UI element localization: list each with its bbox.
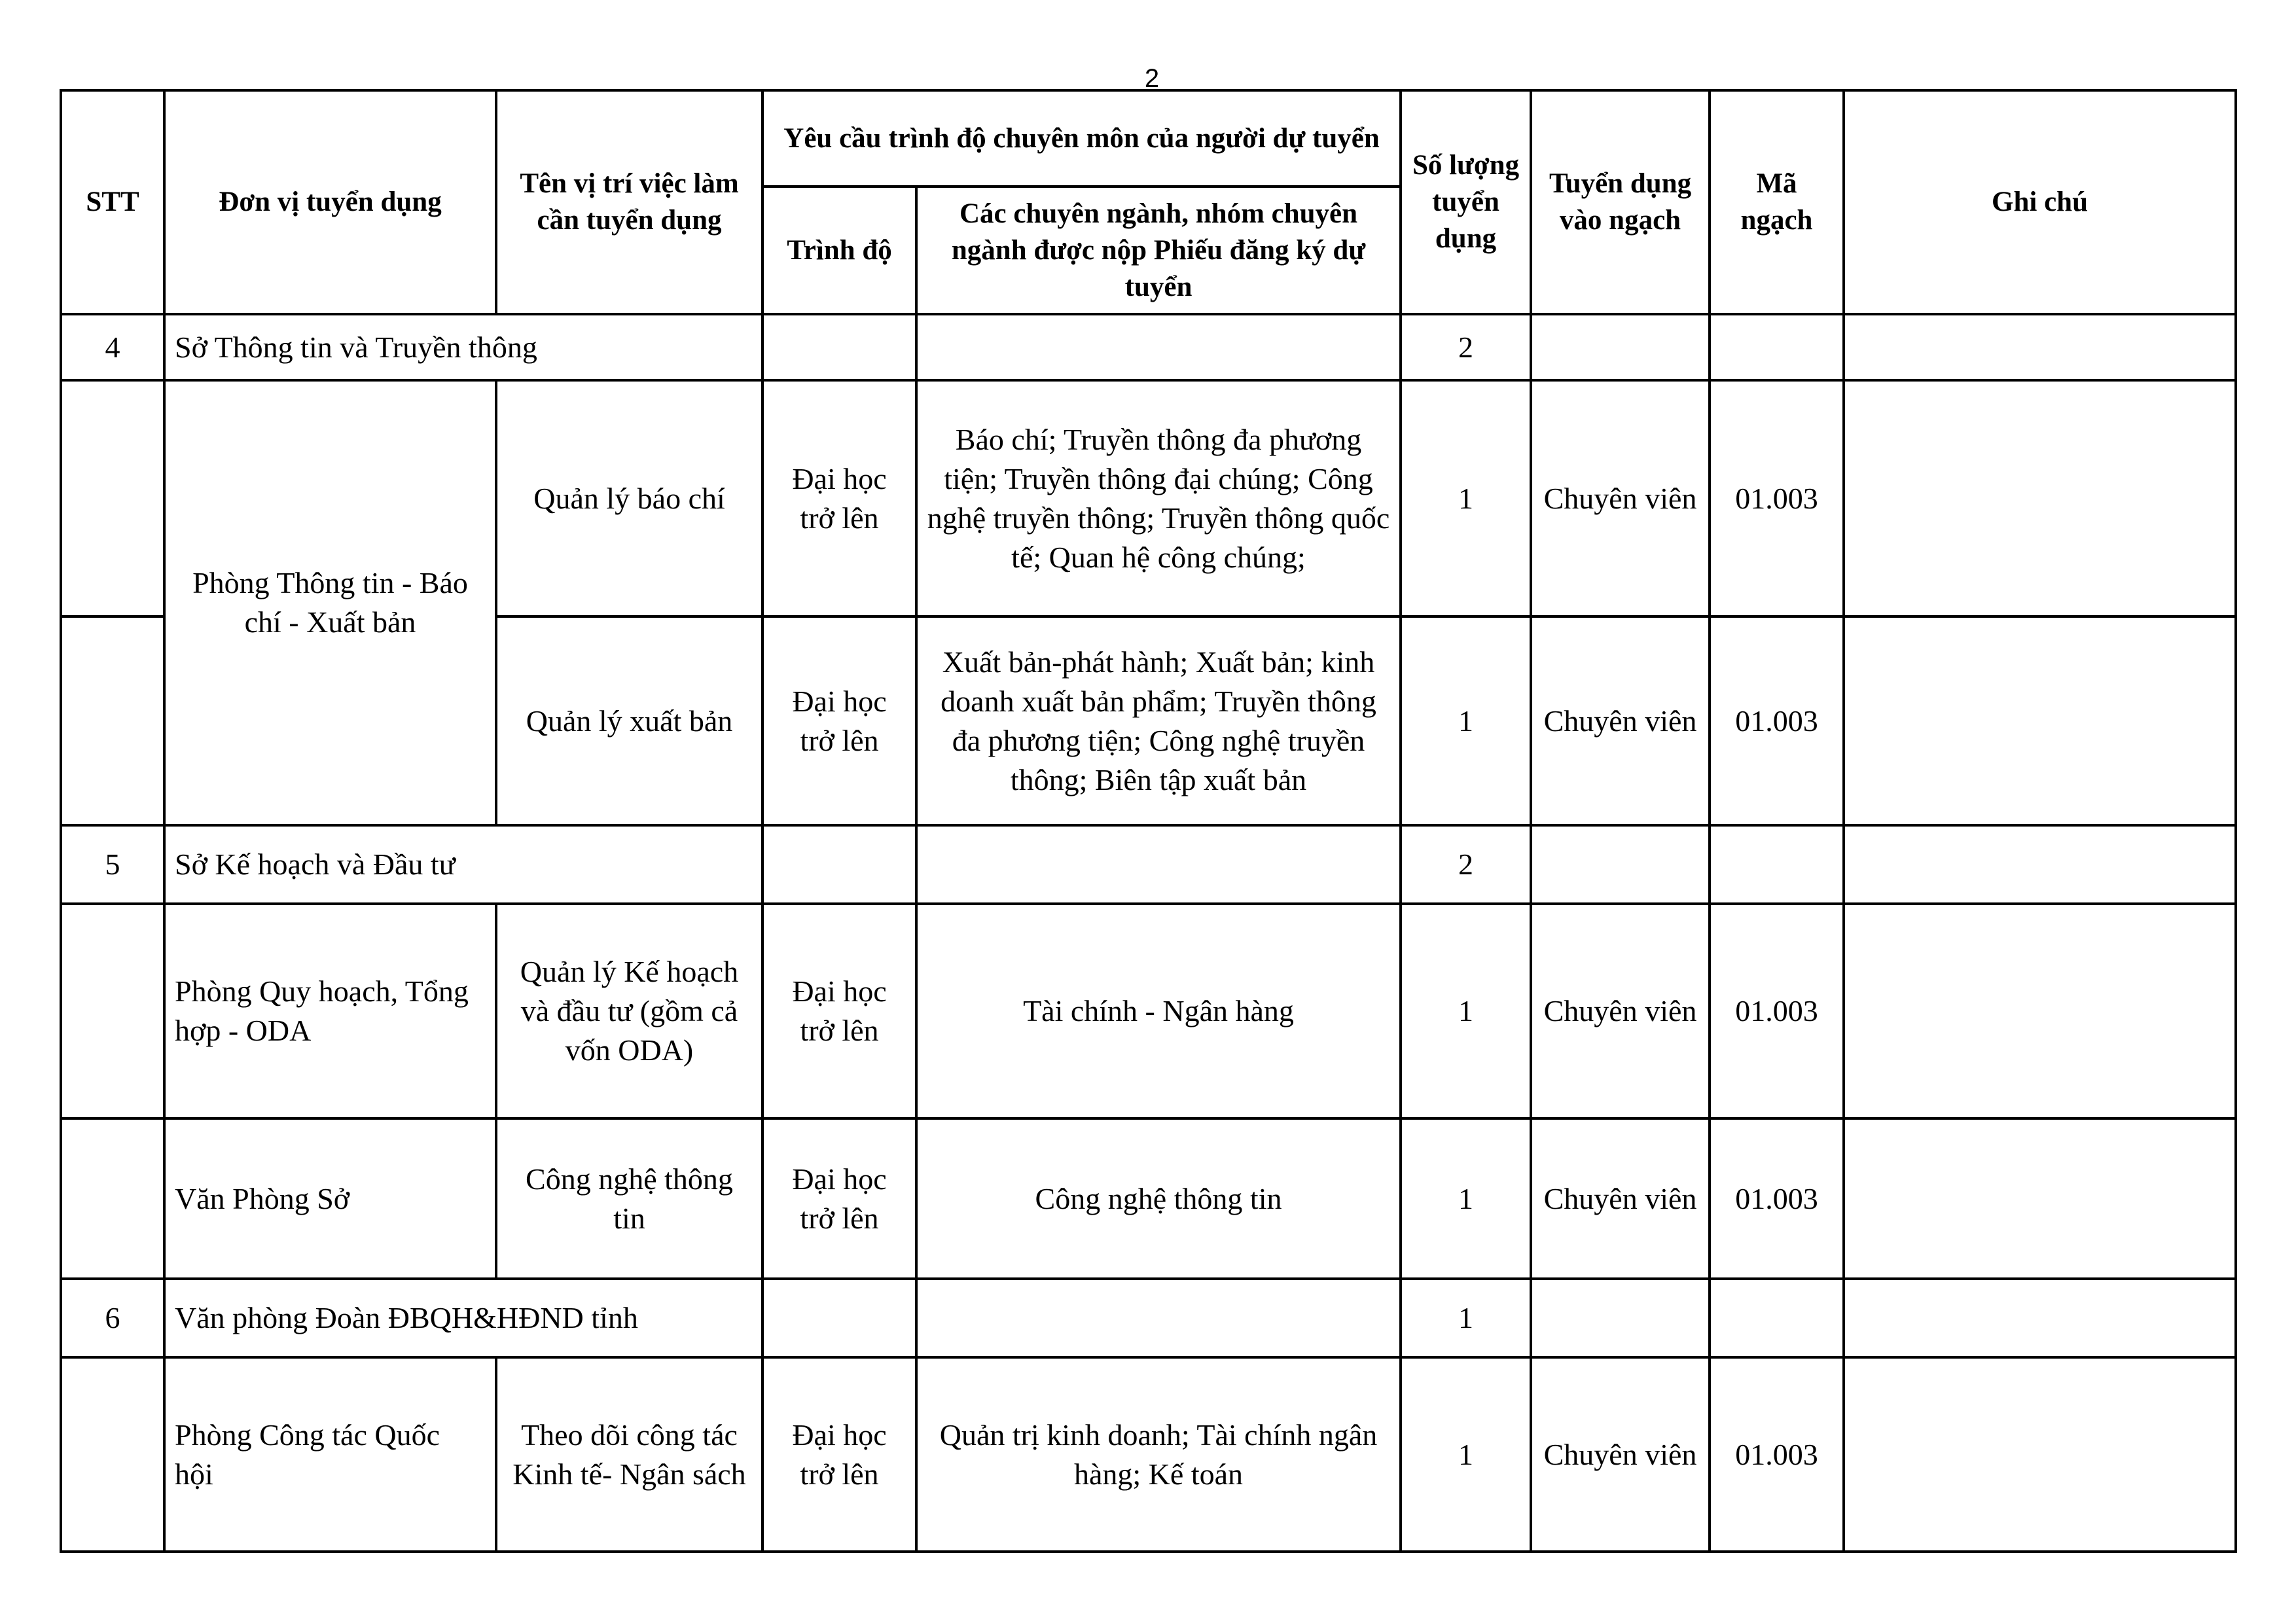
group-row <box>61 1279 2236 1357</box>
empty-cell <box>762 1279 916 1357</box>
row-grade: Chuyên viên <box>1531 1357 1710 1552</box>
group-total: 2 <box>1401 825 1531 904</box>
row-majors: Quản trị kinh doanh; Tài chính ngân hàng; Kế toán <box>916 1357 1401 1552</box>
row-grade: Chuyên viên <box>1531 904 1710 1118</box>
row-stt <box>61 616 164 825</box>
empty-cell <box>916 1279 1401 1357</box>
table-row <box>61 904 2236 1118</box>
row-stt <box>61 1357 164 1552</box>
group-row <box>61 314 2236 380</box>
group-name: Sở Thông tin và Truyền thông <box>164 314 762 380</box>
row-grade: Chuyên viên <box>1531 1118 1710 1279</box>
row-code: 01.003 <box>1710 616 1844 825</box>
table-row <box>61 1118 2236 1279</box>
row-majors: Tài chính - Ngân hàng <box>916 904 1401 1118</box>
row-unit: Phòng Công tác Quốc hội <box>164 1357 496 1552</box>
row-note <box>1844 904 2236 1118</box>
row-quantity: 1 <box>1401 904 1531 1118</box>
group-name: Sở Kế hoạch và Đầu tư <box>164 825 762 904</box>
group-stt: 6 <box>61 1279 164 1357</box>
row-quantity: 1 <box>1401 616 1531 825</box>
row-level: Đại học trở lên <box>762 380 916 616</box>
row-stt <box>61 1118 164 1279</box>
row-note <box>1844 616 2236 825</box>
empty-cell <box>1531 825 1710 904</box>
empty-cell <box>1710 825 1844 904</box>
row-position: Quản lý báo chí <box>496 380 762 616</box>
empty-cell <box>916 825 1401 904</box>
row-position: Quản lý Kế hoạch và đầu tư (gồm cả vốn ODA) <box>496 904 762 1118</box>
group-total: 2 <box>1401 314 1531 380</box>
row-note <box>1844 1357 2236 1552</box>
row-level: Đại học trở lên <box>762 1118 916 1279</box>
row-code: 01.003 <box>1710 1118 1844 1279</box>
header-level: Trình độ <box>762 187 916 314</box>
row-quantity: 1 <box>1401 380 1531 616</box>
table-row <box>61 1357 2236 1552</box>
empty-cell <box>1710 314 1844 380</box>
group-row <box>61 825 2236 904</box>
row-grade: Chuyên viên <box>1531 616 1710 825</box>
row-majors: Xuất bản-phát hành; Xuất bản; kinh doanh xuất bản phẩm; Truyền thông đa phương tiện; Công nghệ truyền thông; Biên tập xuất bản <box>916 616 1401 825</box>
header-stt: STT <box>61 90 164 314</box>
empty-cell <box>916 314 1401 380</box>
row-note <box>1844 1118 2236 1279</box>
row-unit: Phòng Thông tin - Báo chí - Xuất bản <box>164 380 496 825</box>
header-note: Ghi chú <box>1844 90 2236 314</box>
table-row <box>61 380 2236 616</box>
header-unit: Đơn vị tuyển dụng <box>164 90 496 314</box>
row-position: Công nghệ thông tin <box>496 1118 762 1279</box>
empty-cell <box>1844 825 2236 904</box>
row-unit: Văn Phòng Sở <box>164 1118 496 1279</box>
empty-cell <box>1710 1279 1844 1357</box>
empty-cell <box>1844 314 2236 380</box>
group-stt: 4 <box>61 314 164 380</box>
empty-cell <box>1531 314 1710 380</box>
row-unit: Phòng Quy hoạch, Tổng hợp - ODA <box>164 904 496 1118</box>
row-majors: Báo chí; Truyền thông đa phương tiện; Truyền thông đại chúng; Công nghệ truyền thông; Truyền thông quốc tế; Quan hệ công chúng; <box>916 380 1401 616</box>
header-row-1 <box>61 90 2236 187</box>
row-code: 01.003 <box>1710 904 1844 1118</box>
row-level: Đại học trở lên <box>762 1357 916 1552</box>
recruitment-table <box>60 89 2237 1553</box>
row-grade: Chuyên viên <box>1531 380 1710 616</box>
page-number: 2 <box>1144 64 1160 93</box>
row-stt <box>61 380 164 616</box>
row-code: 01.003 <box>1710 1357 1844 1552</box>
empty-cell <box>1531 1279 1710 1357</box>
empty-cell <box>1844 1279 2236 1357</box>
row-stt <box>61 904 164 1118</box>
row-position: Theo dõi công tác Kinh tế- Ngân sách <box>496 1357 762 1552</box>
group-total: 1 <box>1401 1279 1531 1357</box>
row-code: 01.003 <box>1710 380 1844 616</box>
row-level: Đại học trở lên <box>762 616 916 825</box>
header-code: Mã ngạch <box>1710 90 1844 314</box>
header-position: Tên vị trí việc làm cần tuyển dụng <box>496 90 762 314</box>
row-majors: Công nghệ thông tin <box>916 1118 1401 1279</box>
empty-cell <box>762 314 916 380</box>
header-quantity: Số lượng tuyển dụng <box>1401 90 1531 314</box>
row-quantity: 1 <box>1401 1118 1531 1279</box>
header-majors: Các chuyên ngành, nhóm chuyên ngành được nộp Phiếu đăng ký dự tuyển <box>916 187 1401 314</box>
empty-cell <box>762 825 916 904</box>
header-grade: Tuyển dụng vào ngạch <box>1531 90 1710 314</box>
row-quantity: 1 <box>1401 1357 1531 1552</box>
header-requirements: Yêu cầu trình độ chuyên môn của người dự tuyển <box>762 90 1401 187</box>
row-position: Quản lý xuất bản <box>496 616 762 825</box>
row-note <box>1844 380 2236 616</box>
row-level: Đại học trở lên <box>762 904 916 1118</box>
group-name: Văn phòng Đoàn ĐBQH&HĐND tỉnh <box>164 1279 762 1357</box>
group-stt: 5 <box>61 825 164 904</box>
